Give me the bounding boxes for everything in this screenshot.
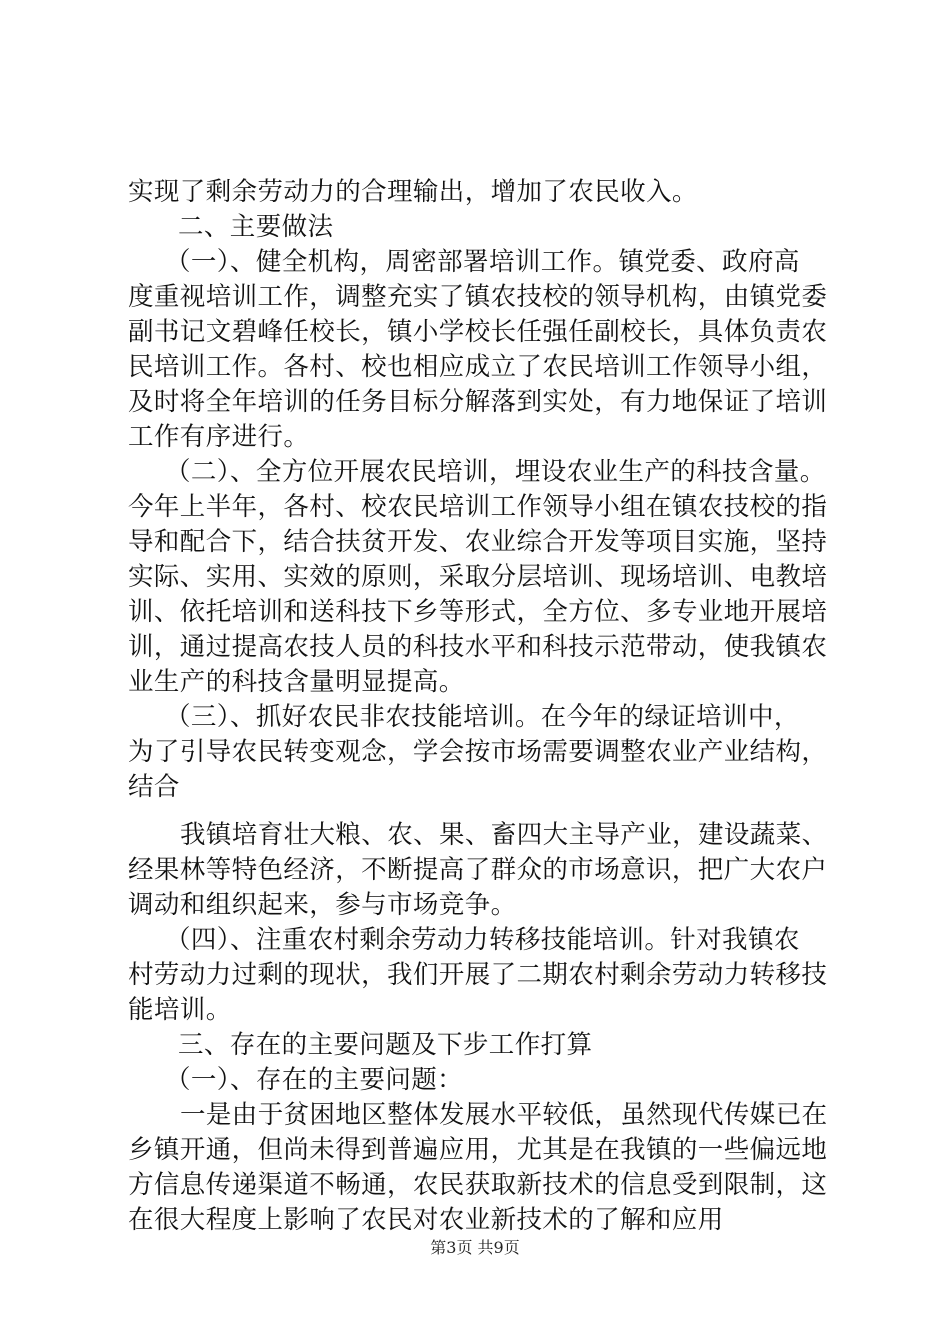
subsection-heading: （一）、存在的主要问题： bbox=[165, 1065, 464, 1095]
text-line: 能培训。 bbox=[128, 995, 232, 1025]
subsection-heading: （二）、全方位开展农民培训，埋设农业生产的科技含量。 bbox=[165, 457, 826, 487]
text-line: 实际、实用、实效的原则，采取分层培训、现场培训、电教培 bbox=[128, 562, 828, 592]
text-line: 训、依托培训和送科技下乡等形式，全方位、多专业地开展培 bbox=[128, 597, 828, 627]
text-line: 度重视培训工作，调整充实了镇农技校的领导机构，由镇党委 bbox=[128, 282, 828, 312]
text-line: 实现了剩余劳动力的合理输出，增加了农民收入。 bbox=[128, 177, 698, 207]
section-heading: 二、主要做法 bbox=[178, 212, 334, 242]
text-line: 民培训工作。各村、校也相应成立了农民培训工作领导小组， bbox=[128, 352, 828, 382]
text-line: 我镇培育壮大粮、农、果、畜四大主导产业，建设蔬菜、 bbox=[180, 820, 828, 850]
text-line: 工作有序进行。 bbox=[128, 422, 310, 452]
page-footer: 第3页 共9页 bbox=[430, 1238, 520, 1257]
text-line: 结合 bbox=[128, 772, 180, 802]
text-line: 方信息传递渠道不畅通，农民获取新技术的信息受到限制，这 bbox=[128, 1170, 828, 1200]
section-heading: 三、存在的主要问题及下步工作打算 bbox=[178, 1030, 593, 1060]
text-line: 调动和组织起来，参与市场竞争。 bbox=[128, 890, 517, 920]
text-line: 业生产的科技含量明显提高。 bbox=[128, 667, 465, 697]
text-line: 一是由于贫困地区整体发展水平较低，虽然现代传媒已在 bbox=[180, 1100, 828, 1130]
subsection-heading: （一）、健全机构，周密部署培训工作。镇党委、政府高 bbox=[165, 247, 800, 277]
subsection-heading: （三）、抓好农民非农技能培训。在今年的绿证培训中， bbox=[165, 702, 800, 732]
text-line: 副书记文碧峰任校长，镇小学校长任强任副校长，具体负责农 bbox=[128, 317, 828, 347]
subsection-heading: （四）、注重农村剩余劳动力转移技能培训。针对我镇农 bbox=[165, 925, 800, 955]
text-line: 训，通过提高农技人员的科技水平和科技示范带动，使我镇农 bbox=[128, 632, 828, 662]
text-line: 村劳动力过剩的现状，我们开展了二期农村剩余劳动力转移技 bbox=[128, 960, 828, 990]
text-line: 导和配合下，结合扶贫开发、农业综合开发等项目实施，坚持 bbox=[128, 527, 828, 557]
text-line: 今年上半年，各村、校农民培训工作领导小组在镇农技校的指 bbox=[128, 492, 828, 522]
text-line: 经果林等特色经济，不断提高了群众的市场意识，把广大农户 bbox=[128, 855, 828, 885]
text-line: 乡镇开通，但尚未得到普遍应用，尤其是在我镇的一些偏远地 bbox=[128, 1135, 828, 1165]
text-line: 为了引导农民转变观念，学会按市场需要调整农业产业结构， bbox=[128, 737, 828, 767]
text-line: 及时将全年培训的任务目标分解落到实处，有力地保证了培训 bbox=[128, 387, 828, 417]
text-line: 在很大程度上影响了农民对农业新技术的了解和应用 bbox=[128, 1205, 724, 1235]
